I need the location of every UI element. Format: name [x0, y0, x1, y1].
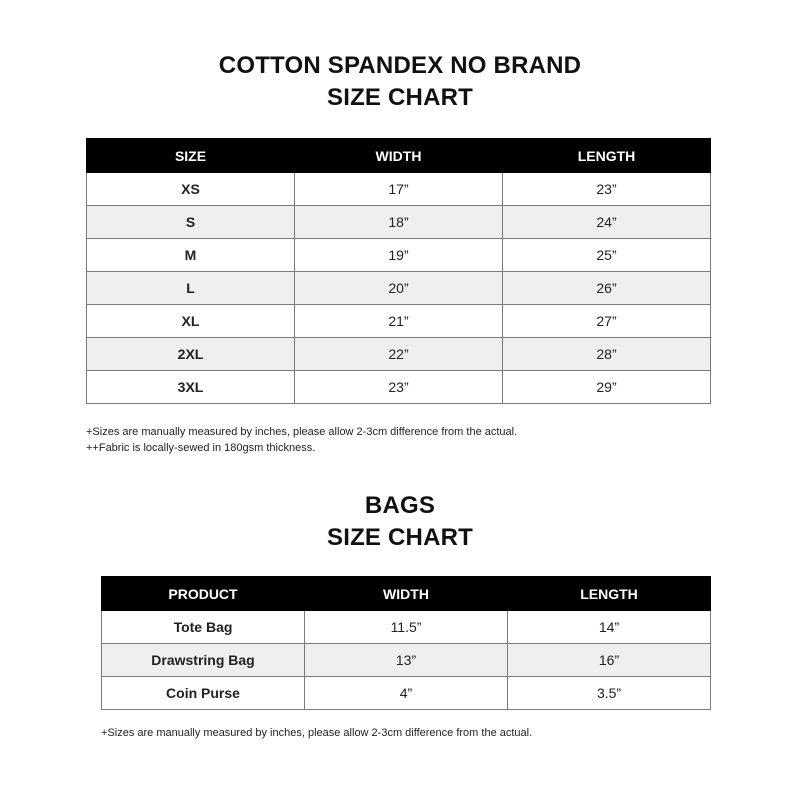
- width-cell: 20”: [295, 272, 503, 305]
- table-row: [87, 206, 711, 239]
- length-cell: 28”: [503, 338, 711, 371]
- table-row: [102, 644, 711, 677]
- length-cell: 27”: [503, 305, 711, 338]
- length-cell: 29”: [503, 371, 711, 404]
- header-length: LENGTH: [508, 577, 711, 611]
- length-cell: 26”: [503, 272, 711, 305]
- size-cell: L: [87, 272, 295, 305]
- length-cell: 14”: [508, 611, 711, 644]
- header-product: PRODUCT: [102, 577, 305, 611]
- table-header-row: [87, 139, 711, 173]
- table-row: [102, 677, 711, 710]
- table-row: [87, 371, 711, 404]
- header-width: WIDTH: [305, 577, 508, 611]
- header-length: LENGTH: [503, 139, 711, 173]
- size-cell: XL: [87, 305, 295, 338]
- note-line: ++Fabric is locally-sewed in 180gsm thickness.: [86, 442, 316, 454]
- width-cell: 4”: [305, 677, 508, 710]
- table-header-row: [102, 577, 711, 611]
- length-cell: 16”: [508, 644, 711, 677]
- table-row: [87, 305, 711, 338]
- bag-title-line-1: BAGS: [364, 492, 436, 519]
- product-cell: Coin Purse: [102, 677, 305, 710]
- size-cell: 3XL: [87, 371, 295, 404]
- table-row: [87, 272, 711, 305]
- size-cell: S: [87, 206, 295, 239]
- product-cell: Drawstring Bag: [102, 644, 305, 677]
- note-line: +Sizes are manually measured by inches, please allow 2-3cm difference from the actual.: [101, 727, 533, 739]
- length-cell: 3.5”: [508, 677, 711, 710]
- shirt-chart-notes: [86, 424, 517, 456]
- table-row: [87, 239, 711, 272]
- product-cell: Tote Bag: [102, 611, 305, 644]
- size-cell: M: [87, 239, 295, 272]
- length-cell: 23”: [503, 173, 711, 206]
- table-row: [87, 173, 711, 206]
- bag-size-table: [101, 576, 711, 710]
- width-cell: 23”: [295, 371, 503, 404]
- width-cell: 18”: [295, 206, 503, 239]
- table-row: [102, 611, 711, 644]
- length-cell: 25”: [503, 239, 711, 272]
- width-cell: 19”: [295, 239, 503, 272]
- width-cell: 22”: [295, 338, 503, 371]
- shirt-title-line-1: COTTON SPANDEX NO BRAND: [218, 52, 582, 79]
- header-width: WIDTH: [295, 139, 503, 173]
- size-cell: XS: [87, 173, 295, 206]
- width-cell: 21”: [295, 305, 503, 338]
- bag-size-chart-title: [0, 490, 800, 554]
- shirt-size-chart-title: [0, 50, 800, 114]
- width-cell: 13”: [305, 644, 508, 677]
- width-cell: 17”: [295, 173, 503, 206]
- header-size: SIZE: [87, 139, 295, 173]
- size-cell: 2XL: [87, 338, 295, 371]
- table-row: [87, 338, 711, 371]
- note-line: +Sizes are manually measured by inches, please allow 2-3cm difference from the actual.: [86, 426, 518, 438]
- width-cell: 11.5”: [305, 611, 508, 644]
- bag-chart-notes: [101, 725, 532, 741]
- bag-title-line-2: SIZE CHART: [327, 524, 473, 551]
- shirt-title-line-2: SIZE CHART: [327, 84, 473, 111]
- shirt-size-table: [86, 138, 711, 404]
- length-cell: 24”: [503, 206, 711, 239]
